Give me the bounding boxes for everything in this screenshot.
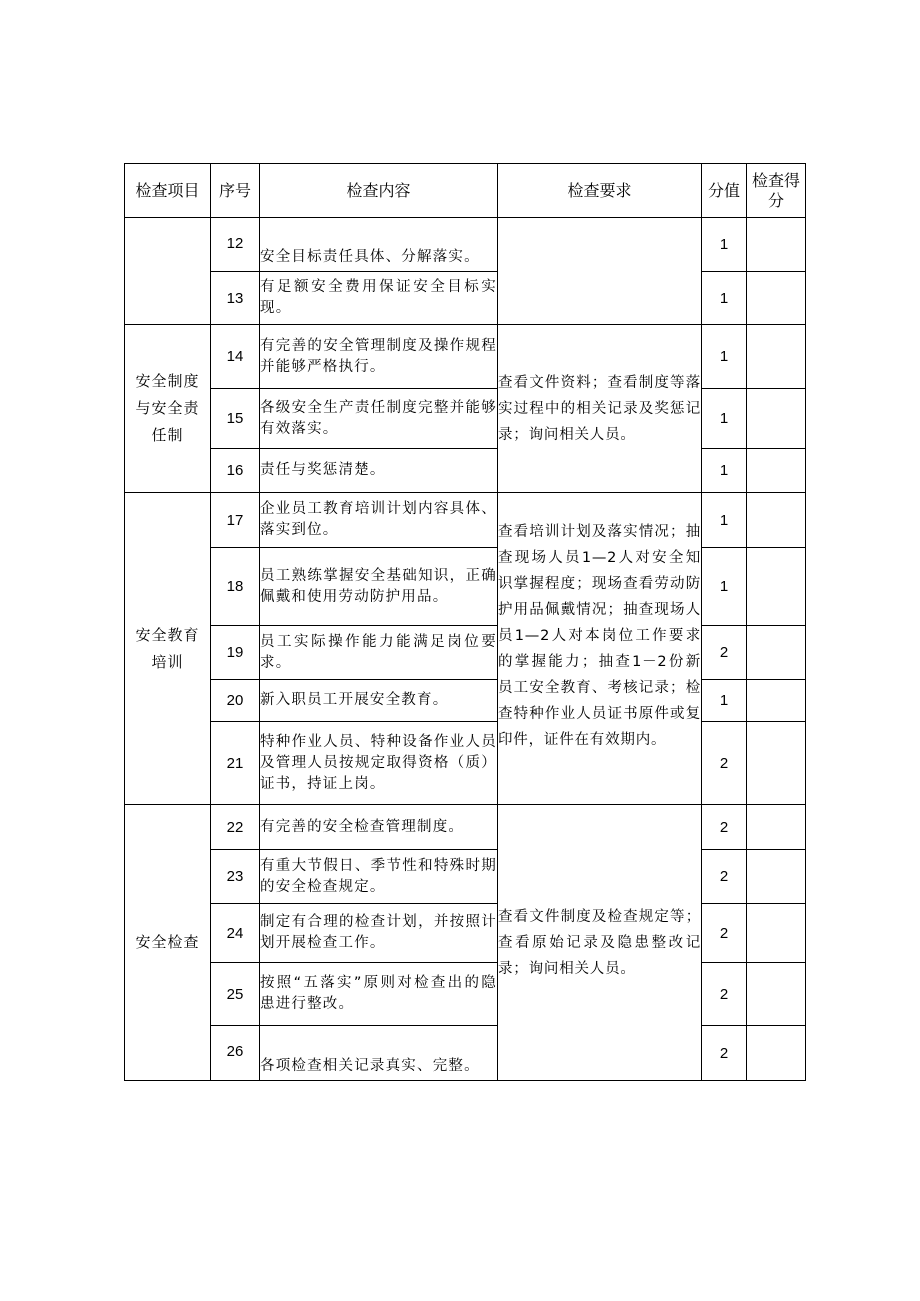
requirement-cell: 查看培训计划及落实情况；抽查现场人员1—2人对安全知识掌握程度；现场查看劳动防护用品佩戴情况；抽查现场人员1—2人对本岗位工作要求的掌握能力；抽查1－2份新员工安全教育、考核记录；检查特种作业人员证书原件或复印件，证件在有效期内。 [498, 493, 702, 805]
table-row [125, 680, 806, 722]
seq-cell: 14 [211, 325, 260, 389]
seq-cell: 22 [211, 805, 260, 850]
table-row [125, 272, 806, 325]
header-requirement: 检查要求 [498, 164, 702, 218]
seq-cell: 12 [211, 218, 260, 272]
table-row [125, 325, 806, 389]
seq-cell: 17 [211, 493, 260, 548]
header-row [125, 164, 806, 218]
score-cell: 1 [702, 548, 747, 626]
content-cell: 各项检查相关记录真实、完整。 [260, 1026, 498, 1081]
category-cell-empty [125, 218, 211, 325]
result-cell[interactable] [747, 1026, 806, 1081]
score-cell: 1 [702, 218, 747, 272]
header-content: 检查内容 [260, 164, 498, 218]
seq-cell: 24 [211, 904, 260, 963]
result-cell[interactable] [747, 850, 806, 904]
score-cell: 1 [702, 272, 747, 325]
content-cell: 特种作业人员、特种设备作业人员及管理人员按规定取得资格（质）证书，持证上岗。 [260, 722, 498, 805]
content-cell: 有完善的安全管理制度及操作规程并能够严格执行。 [260, 325, 498, 389]
seq-cell: 15 [211, 389, 260, 449]
content-cell: 企业员工教育培训计划内容具体、落实到位。 [260, 493, 498, 548]
score-cell: 1 [702, 493, 747, 548]
result-cell[interactable] [747, 805, 806, 850]
header-result [747, 164, 806, 218]
score-cell: 1 [702, 389, 747, 449]
seq-cell: 16 [211, 449, 260, 493]
seq-cell: 25 [211, 963, 260, 1026]
result-cell[interactable] [747, 449, 806, 493]
content-cell: 有足额安全费用保证安全目标实现。 [260, 272, 498, 325]
requirement-cell: 查看文件资料；查看制度等落实过程中的相关记录及奖惩记录；询问相关人员。 [498, 325, 702, 493]
result-cell[interactable] [747, 548, 806, 626]
header-result-line2: 分 [767, 190, 784, 210]
result-cell[interactable] [747, 904, 806, 963]
category-cell: 安全制度与安全责任制 [125, 325, 211, 493]
table-row [125, 626, 806, 680]
result-cell[interactable] [747, 272, 806, 325]
table-row [125, 493, 806, 548]
table-row [125, 805, 806, 850]
score-cell: 2 [702, 850, 747, 904]
header-result-line1: 检查得 [751, 170, 800, 190]
content-cell: 新入职员工开展安全教育。 [260, 680, 498, 722]
table-row [125, 963, 806, 1026]
score-cell: 2 [702, 722, 747, 805]
result-cell[interactable] [747, 389, 806, 449]
content-cell: 安全目标责任具体、分解落实。 [260, 218, 498, 272]
score-cell: 1 [702, 680, 747, 722]
table-row [125, 389, 806, 449]
seq-cell: 18 [211, 548, 260, 626]
requirement-cell-empty [498, 218, 702, 325]
table-row [125, 904, 806, 963]
category-cell: 安全检查 [125, 805, 211, 1081]
table-row [125, 218, 806, 272]
result-cell[interactable] [747, 218, 806, 272]
result-cell[interactable] [747, 493, 806, 548]
content-cell: 责任与奖惩清楚。 [260, 449, 498, 493]
seq-cell: 23 [211, 850, 260, 904]
score-cell: 2 [702, 626, 747, 680]
score-cell: 2 [702, 963, 747, 1026]
requirement-cell: 查看文件制度及检查规定等；查看原始记录及隐患整改记录；询问相关人员。 [498, 805, 702, 1081]
table-row [125, 449, 806, 493]
result-cell[interactable] [747, 626, 806, 680]
result-cell[interactable] [747, 325, 806, 389]
content-cell: 员工熟练掌握安全基础知识，正确佩戴和使用劳动防护用品。 [260, 548, 498, 626]
content-cell: 各级安全生产责任制度完整并能够有效落实。 [260, 389, 498, 449]
score-cell: 2 [702, 904, 747, 963]
category-cell: 安全教育培训 [125, 493, 211, 805]
content-cell: 按照“五落实”原则对检查出的隐患进行整改。 [260, 963, 498, 1026]
score-cell: 2 [702, 1026, 747, 1081]
table-row [125, 722, 806, 805]
header-score: 分值 [702, 164, 747, 218]
score-cell: 1 [702, 325, 747, 389]
result-cell[interactable] [747, 963, 806, 1026]
seq-cell: 26 [211, 1026, 260, 1081]
score-cell: 2 [702, 805, 747, 850]
seq-cell: 21 [211, 722, 260, 805]
content-cell: 有重大节假日、季节性和特殊时期的安全检查规定。 [260, 850, 498, 904]
score-cell: 1 [702, 449, 747, 493]
table-row [125, 850, 806, 904]
header-item: 检查项目 [125, 164, 211, 218]
inspection-checklist-table [124, 163, 806, 1081]
seq-cell: 19 [211, 626, 260, 680]
header-seq: 序号 [211, 164, 260, 218]
table-row [125, 1026, 806, 1081]
content-cell: 制定有合理的检查计划，并按照计划开展检查工作。 [260, 904, 498, 963]
content-cell: 员工实际操作能力能满足岗位要求。 [260, 626, 498, 680]
table-row [125, 548, 806, 626]
seq-cell: 20 [211, 680, 260, 722]
result-cell[interactable] [747, 722, 806, 805]
content-cell: 有完善的安全检查管理制度。 [260, 805, 498, 850]
result-cell[interactable] [747, 680, 806, 722]
seq-cell: 13 [211, 272, 260, 325]
